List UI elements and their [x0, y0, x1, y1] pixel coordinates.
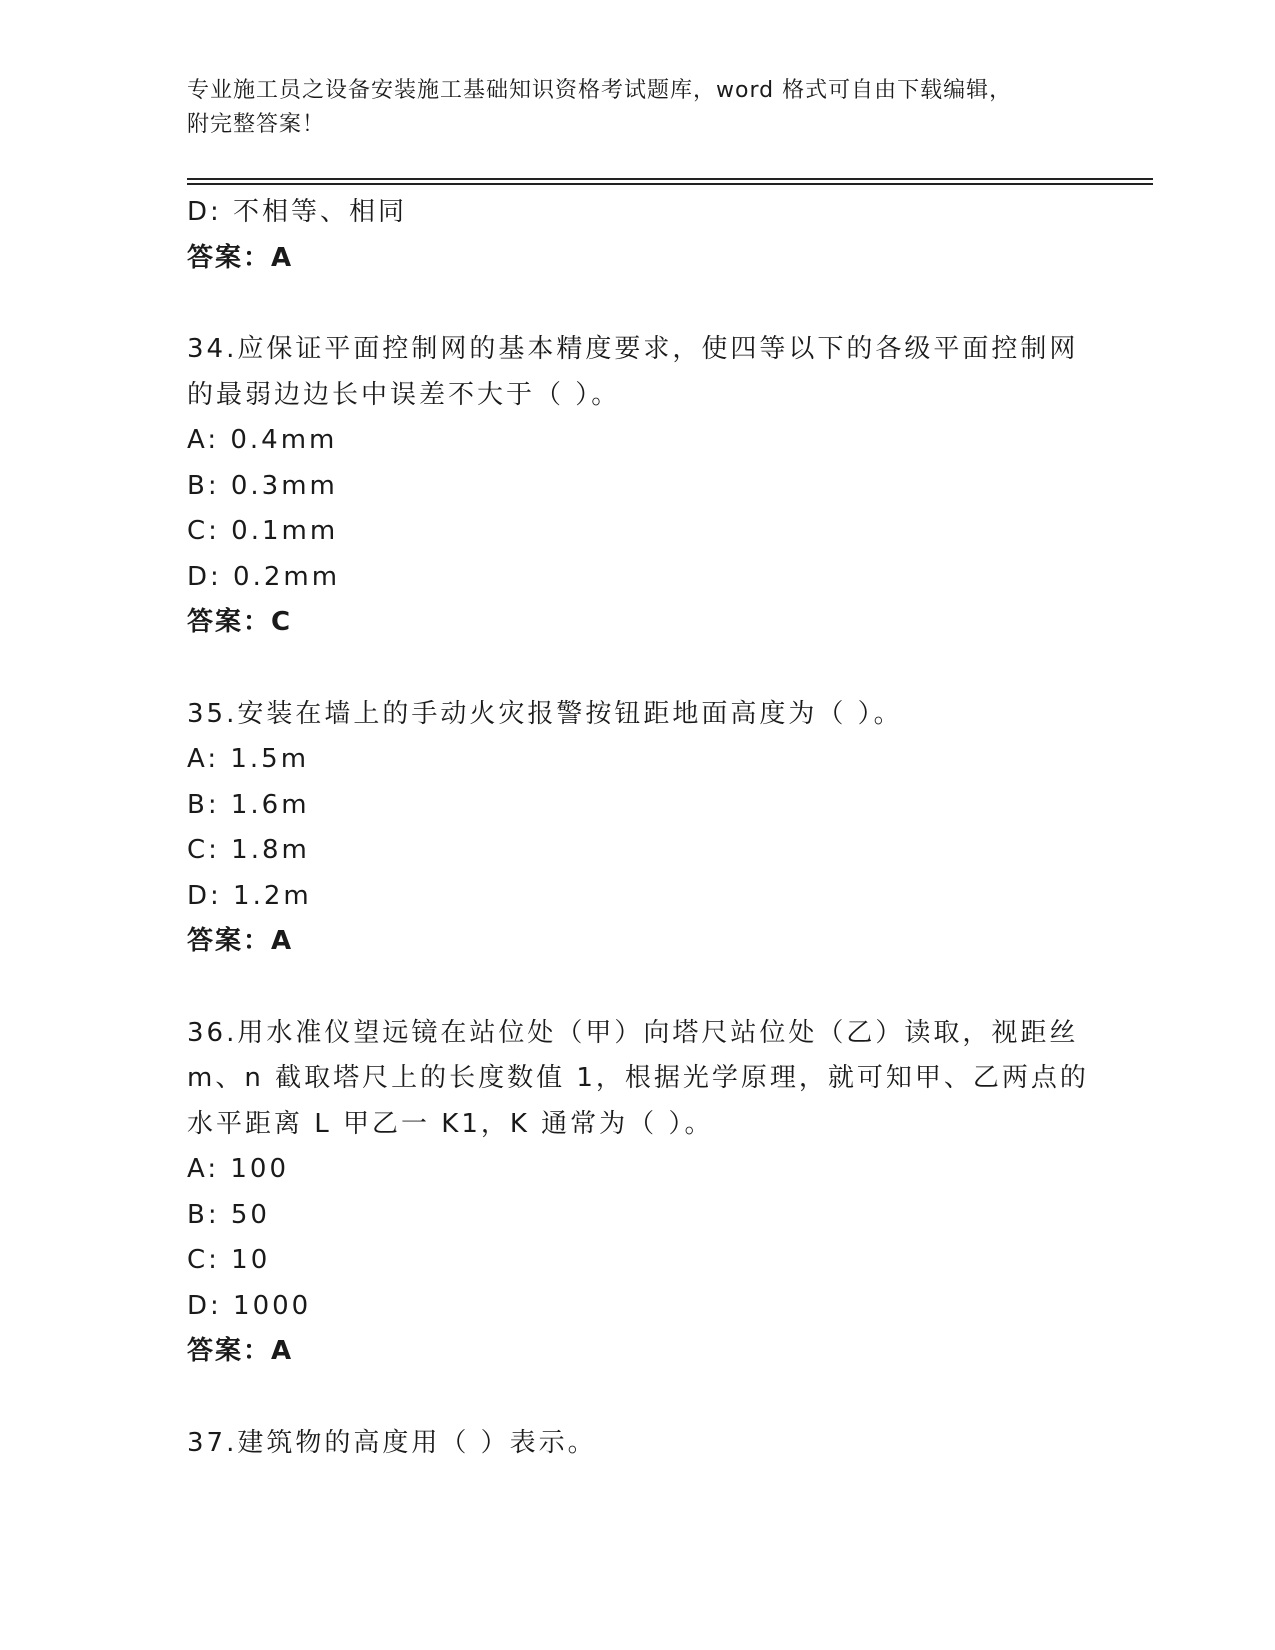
question-33-answer: 答案：A	[187, 242, 294, 273]
question-35-answer: 答案：A	[187, 926, 294, 956]
question-36-stem-line-3: 水平距离 L 甲乙一 K1，K 通常为（ ）。	[187, 1108, 714, 1139]
question-spacer	[187, 281, 1107, 327]
question-35-option-b: B: 1.6m	[187, 789, 310, 820]
question-36-stem-line-2: m、n 截取塔尺上的长度数值 1，根据光学原理，就可知甲、乙两点的	[187, 1063, 1089, 1093]
question-36	[187, 1011, 1107, 1375]
question-list	[187, 190, 1107, 1466]
question-37	[187, 1421, 1107, 1467]
header-title-line-1: 专业施工员之设备安装施工基础知识资格考试题库，word 格式可自由下载编辑，	[187, 78, 1013, 103]
question-spacer	[187, 1375, 1107, 1421]
question-33-option-d: D: 不相等、相同	[187, 197, 408, 227]
question-34-option-a: A: 0.4mm	[187, 425, 338, 455]
question-36-option-a: A: 100	[187, 1154, 289, 1184]
question-34	[187, 327, 1107, 646]
question-36-stem-line-1: 36.用水准仪望远镜在站位处（甲）向塔尺站位处（乙）读取，视距丝	[187, 1017, 1079, 1048]
question-37-stem-line-1: 37.建筑物的高度用（ ）表示。	[187, 1427, 597, 1458]
document-header	[187, 74, 1107, 142]
question-33-tail	[187, 190, 1107, 281]
question-35-option-c: C: 1.8m	[187, 835, 310, 865]
question-36-option-b: B: 50	[187, 1199, 270, 1230]
question-spacer	[187, 646, 1107, 692]
header-divider-top	[187, 178, 1153, 180]
question-34-option-c: C: 0.1mm	[187, 516, 339, 546]
question-36-option-c: C: 10	[187, 1245, 271, 1275]
question-34-stem-line-1: 34.应保证平面控制网的基本精度要求，使四等以下的各级平面控制网	[187, 334, 1079, 364]
header-title-line-2: 附完整答案！	[187, 112, 326, 137]
question-35	[187, 692, 1107, 965]
question-35-stem-line-1: 35.安装在墙上的手动火灾报警按钮距地面高度为（ ）。	[187, 698, 903, 729]
question-34-stem-line-2: 的最弱边边长中误差不大于（ ）。	[187, 379, 621, 410]
question-35-option-d: D: 1.2m	[187, 880, 312, 911]
question-34-option-b: B: 0.3mm	[187, 470, 338, 501]
question-34-answer: 答案：C	[187, 607, 293, 637]
question-36-answer: 答案：A	[187, 1336, 294, 1366]
question-36-option-d: D: 1000	[187, 1290, 312, 1321]
header-divider-bottom	[187, 183, 1153, 185]
question-34-option-d: D: 0.2mm	[187, 561, 341, 592]
question-spacer	[187, 965, 1107, 1011]
question-35-option-a: A: 1.5m	[187, 744, 310, 774]
